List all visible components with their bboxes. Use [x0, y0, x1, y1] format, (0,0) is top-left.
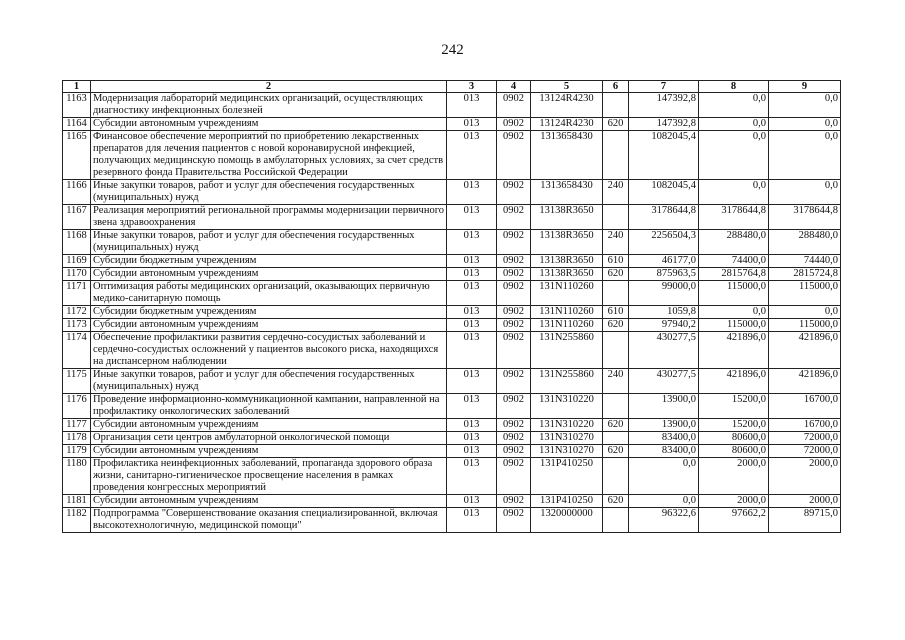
- row-name: Субсидии автономным учреждениям: [91, 319, 447, 332]
- table-row: [63, 281, 841, 306]
- row-amount-col7: 3178644,8: [629, 205, 699, 230]
- row-amount-col7: 430277,5: [629, 369, 699, 394]
- row-expense-type: 620: [603, 419, 629, 432]
- row-expense-type: 610: [603, 255, 629, 268]
- row-ministry-code: 013: [447, 180, 497, 205]
- row-amount-col9: 89715,0: [769, 508, 841, 533]
- row-amount-col7: 99000,0: [629, 281, 699, 306]
- table-row: [63, 268, 841, 281]
- row-amount-col8: 115000,0: [699, 319, 769, 332]
- row-expense-type: 240: [603, 180, 629, 205]
- row-expense-type: [603, 508, 629, 533]
- row-section-code: 0902: [497, 432, 531, 445]
- row-name: Реализация мероприятий региональной программы модернизации первичного звена здравоохранения: [91, 205, 447, 230]
- row-amount-col8: 0,0: [699, 306, 769, 319]
- page-number: 242: [441, 42, 464, 58]
- row-expense-type: 240: [603, 230, 629, 255]
- row-target-code: 131N110260: [531, 281, 603, 306]
- header-col-8: 8: [699, 81, 769, 93]
- row-section-code: 0902: [497, 508, 531, 533]
- row-target-code: 13124R4230: [531, 93, 603, 118]
- row-section-code: 0902: [497, 180, 531, 205]
- header-col-7: 7: [629, 81, 699, 93]
- header-col-6: 6: [603, 81, 629, 93]
- row-expense-type: [603, 205, 629, 230]
- row-expense-type: [603, 432, 629, 445]
- table-row: [63, 93, 841, 118]
- row-expense-type: [603, 458, 629, 495]
- budget-table: [62, 80, 841, 533]
- row-index: 1176: [63, 394, 91, 419]
- row-name: Субсидии автономным учреждениям: [91, 118, 447, 131]
- table-row: [63, 131, 841, 180]
- row-index: 1168: [63, 230, 91, 255]
- row-ministry-code: 013: [447, 131, 497, 180]
- row-section-code: 0902: [497, 306, 531, 319]
- row-amount-col9: 0,0: [769, 306, 841, 319]
- row-target-code: 131N255860: [531, 332, 603, 369]
- row-section-code: 0902: [497, 131, 531, 180]
- row-index: 1172: [63, 306, 91, 319]
- row-amount-col7: 96322,6: [629, 508, 699, 533]
- row-name: Иные закупки товаров, работ и услуг для обеспечения государственных (муниципальных) нужд: [91, 369, 447, 394]
- header-col-2: 2: [91, 81, 447, 93]
- row-ministry-code: 013: [447, 281, 497, 306]
- row-amount-col7: 1059,8: [629, 306, 699, 319]
- row-expense-type: 620: [603, 319, 629, 332]
- row-amount-col9: 72000,0: [769, 445, 841, 458]
- table-row: [63, 394, 841, 419]
- row-target-code: 131N110260: [531, 306, 603, 319]
- row-target-code: 131N310220: [531, 419, 603, 432]
- row-amount-col8: 0,0: [699, 180, 769, 205]
- row-ministry-code: 013: [447, 319, 497, 332]
- table-row: [63, 508, 841, 533]
- row-amount-col7: 13900,0: [629, 394, 699, 419]
- row-name: Субсидии бюджетным учреждениям: [91, 255, 447, 268]
- row-amount-col8: 97662,2: [699, 508, 769, 533]
- table-row: [63, 255, 841, 268]
- row-index: 1175: [63, 369, 91, 394]
- row-amount-col7: 1082045,4: [629, 131, 699, 180]
- row-expense-type: [603, 281, 629, 306]
- table-row: [63, 495, 841, 508]
- row-amount-col9: 2000,0: [769, 495, 841, 508]
- row-amount-col9: 3178644,8: [769, 205, 841, 230]
- row-index: 1166: [63, 180, 91, 205]
- row-name: Подпрограмма "Совершенствование оказания специализированной, включая высокотехнологичную, медицинской помощи": [91, 508, 447, 533]
- row-amount-col9: 2000,0: [769, 458, 841, 495]
- row-amount-col8: 115000,0: [699, 281, 769, 306]
- row-name: Проведение информационно-коммуникационной кампании, направленной на профилактику онкологических заболеваний: [91, 394, 447, 419]
- row-amount-col9: 115000,0: [769, 319, 841, 332]
- row-section-code: 0902: [497, 319, 531, 332]
- row-target-code: 131P410250: [531, 458, 603, 495]
- row-index: 1178: [63, 432, 91, 445]
- row-amount-col8: 80600,0: [699, 432, 769, 445]
- row-amount-col7: 2256504,3: [629, 230, 699, 255]
- row-target-code: 131N310270: [531, 445, 603, 458]
- row-ministry-code: 013: [447, 458, 497, 495]
- row-amount-col8: 421896,0: [699, 369, 769, 394]
- table-row: [63, 230, 841, 255]
- row-index: 1173: [63, 319, 91, 332]
- row-name: Иные закупки товаров, работ и услуг для обеспечения государственных (муниципальных) нужд: [91, 230, 447, 255]
- row-amount-col8: 2000,0: [699, 458, 769, 495]
- row-expense-type: [603, 394, 629, 419]
- header-col-9: 9: [769, 81, 841, 93]
- row-index: 1174: [63, 332, 91, 369]
- row-amount-col8: 2000,0: [699, 495, 769, 508]
- row-target-code: 13138R3650: [531, 230, 603, 255]
- row-expense-type: [603, 93, 629, 118]
- row-target-code: 1320000000: [531, 508, 603, 533]
- row-section-code: 0902: [497, 93, 531, 118]
- row-amount-col7: 875963,5: [629, 268, 699, 281]
- header-col-4: 4: [497, 81, 531, 93]
- row-amount-col8: 15200,0: [699, 419, 769, 432]
- row-expense-type: [603, 131, 629, 180]
- header-col-3: 3: [447, 81, 497, 93]
- table-row: [63, 205, 841, 230]
- row-name: Субсидии бюджетным учреждениям: [91, 306, 447, 319]
- row-target-code: 131N255860: [531, 369, 603, 394]
- row-amount-col7: 430277,5: [629, 332, 699, 369]
- row-name: Оптимизация работы медицинских организаций, оказывающих первичную медико-санитарную помощь: [91, 281, 447, 306]
- row-amount-col8: 288480,0: [699, 230, 769, 255]
- row-expense-type: 620: [603, 268, 629, 281]
- row-amount-col7: 0,0: [629, 495, 699, 508]
- row-amount-col8: 0,0: [699, 131, 769, 180]
- row-ministry-code: 013: [447, 93, 497, 118]
- row-ministry-code: 013: [447, 205, 497, 230]
- row-amount-col9: 72000,0: [769, 432, 841, 445]
- row-amount-col7: 83400,0: [629, 445, 699, 458]
- row-index: 1164: [63, 118, 91, 131]
- row-name: Обеспечение профилактики развития сердечно-сосудистых заболеваний и сердечно-сосудистых осложнений у пациентов высокого риска, находящихся на диспансерном наблюдении: [91, 332, 447, 369]
- row-amount-col7: 83400,0: [629, 432, 699, 445]
- row-index: 1171: [63, 281, 91, 306]
- row-amount-col8: 15200,0: [699, 394, 769, 419]
- row-name: Субсидии автономным учреждениям: [91, 268, 447, 281]
- row-amount-col8: 80600,0: [699, 445, 769, 458]
- row-target-code: 13138R3650: [531, 205, 603, 230]
- row-section-code: 0902: [497, 419, 531, 432]
- row-name: Субсидии автономным учреждениям: [91, 445, 447, 458]
- row-section-code: 0902: [497, 205, 531, 230]
- header-col-1: 1: [63, 81, 91, 93]
- row-target-code: 131P410250: [531, 495, 603, 508]
- row-amount-col8: 3178644,8: [699, 205, 769, 230]
- row-amount-col9: 0,0: [769, 131, 841, 180]
- row-expense-type: 620: [603, 118, 629, 131]
- row-amount-col9: 2815724,8: [769, 268, 841, 281]
- row-index: 1177: [63, 419, 91, 432]
- table-row: [63, 419, 841, 432]
- row-amount-col7: 13900,0: [629, 419, 699, 432]
- row-target-code: 1313658430: [531, 180, 603, 205]
- table-row: [63, 118, 841, 131]
- table-row: [63, 432, 841, 445]
- table-row: [63, 332, 841, 369]
- row-name: Иные закупки товаров, работ и услуг для обеспечения государственных (муниципальных) нужд: [91, 180, 447, 205]
- row-ministry-code: 013: [447, 432, 497, 445]
- row-ministry-code: 013: [447, 118, 497, 131]
- row-amount-col9: 0,0: [769, 180, 841, 205]
- row-name: Финансовое обеспечение мероприятий по приобретению лекарственных препаратов для лечения пациентов с новой коронавирусной инфекцией, получающих медицинскую помощь в амбулаторных условиях, за счет средств резервного фонда Правительства Российской Федерации: [91, 131, 447, 180]
- row-section-code: 0902: [497, 394, 531, 419]
- row-amount-col7: 147392,8: [629, 118, 699, 131]
- row-expense-type: 620: [603, 495, 629, 508]
- table-row: [63, 445, 841, 458]
- row-amount-col9: 16700,0: [769, 394, 841, 419]
- row-amount-col7: 46177,0: [629, 255, 699, 268]
- header-col-5: 5: [531, 81, 603, 93]
- row-ministry-code: 013: [447, 495, 497, 508]
- row-amount-col8: 74400,0: [699, 255, 769, 268]
- row-target-code: 13124R4230: [531, 118, 603, 131]
- row-name: Профилактика неинфекционных заболеваний, пропаганда здорового образа жизни, санитарно-гигиеническое просвещение населения в рамках проведения конгрессных мероприятий: [91, 458, 447, 495]
- row-name: Организация сети центров амбулаторной онкологической помощи: [91, 432, 447, 445]
- row-section-code: 0902: [497, 495, 531, 508]
- row-index: 1180: [63, 458, 91, 495]
- row-ministry-code: 013: [447, 508, 497, 533]
- row-name: Модернизация лабораторий медицинских организаций, осуществляющих диагностику инфекционных болезней: [91, 93, 447, 118]
- row-ministry-code: 013: [447, 230, 497, 255]
- row-section-code: 0902: [497, 118, 531, 131]
- table-row: [63, 180, 841, 205]
- row-section-code: 0902: [497, 369, 531, 394]
- row-amount-col9: 288480,0: [769, 230, 841, 255]
- row-index: 1181: [63, 495, 91, 508]
- table-row: [63, 458, 841, 495]
- row-target-code: 13138R3650: [531, 255, 603, 268]
- row-expense-type: [603, 332, 629, 369]
- table-header-row: [63, 81, 841, 93]
- row-expense-type: 610: [603, 306, 629, 319]
- row-section-code: 0902: [497, 255, 531, 268]
- row-section-code: 0902: [497, 268, 531, 281]
- row-section-code: 0902: [497, 445, 531, 458]
- row-target-code: 131N310270: [531, 432, 603, 445]
- row-amount-col9: 0,0: [769, 118, 841, 131]
- row-index: 1169: [63, 255, 91, 268]
- row-ministry-code: 013: [447, 369, 497, 394]
- row-ministry-code: 013: [447, 332, 497, 369]
- row-name: Субсидии автономным учреждениям: [91, 419, 447, 432]
- row-expense-type: 620: [603, 445, 629, 458]
- row-index: 1179: [63, 445, 91, 458]
- row-amount-col8: 421896,0: [699, 332, 769, 369]
- table-row: [63, 319, 841, 332]
- row-index: 1163: [63, 93, 91, 118]
- row-amount-col8: 0,0: [699, 118, 769, 131]
- row-amount-col7: 0,0: [629, 458, 699, 495]
- row-amount-col9: 16700,0: [769, 419, 841, 432]
- table-row: [63, 369, 841, 394]
- row-amount-col8: 2815764,8: [699, 268, 769, 281]
- row-index: 1182: [63, 508, 91, 533]
- row-target-code: 13138R3650: [531, 268, 603, 281]
- row-index: 1165: [63, 131, 91, 180]
- row-index: 1167: [63, 205, 91, 230]
- row-amount-col9: 115000,0: [769, 281, 841, 306]
- row-section-code: 0902: [497, 281, 531, 306]
- row-amount-col9: 74440,0: [769, 255, 841, 268]
- row-section-code: 0902: [497, 458, 531, 495]
- row-section-code: 0902: [497, 332, 531, 369]
- row-ministry-code: 013: [447, 255, 497, 268]
- row-amount-col8: 0,0: [699, 93, 769, 118]
- row-ministry-code: 013: [447, 394, 497, 419]
- row-name: Субсидии автономным учреждениям: [91, 495, 447, 508]
- row-index: 1170: [63, 268, 91, 281]
- row-target-code: 1313658430: [531, 131, 603, 180]
- row-ministry-code: 013: [447, 445, 497, 458]
- row-amount-col7: 97940,2: [629, 319, 699, 332]
- row-target-code: 131N110260: [531, 319, 603, 332]
- row-amount-col9: 421896,0: [769, 369, 841, 394]
- row-ministry-code: 013: [447, 268, 497, 281]
- row-amount-col9: 421896,0: [769, 332, 841, 369]
- row-amount-col7: 1082045,4: [629, 180, 699, 205]
- row-expense-type: 240: [603, 369, 629, 394]
- table-row: [63, 306, 841, 319]
- row-section-code: 0902: [497, 230, 531, 255]
- row-ministry-code: 013: [447, 306, 497, 319]
- row-amount-col7: 147392,8: [629, 93, 699, 118]
- row-target-code: 131N310220: [531, 394, 603, 419]
- row-ministry-code: 013: [447, 419, 497, 432]
- row-amount-col9: 0,0: [769, 93, 841, 118]
